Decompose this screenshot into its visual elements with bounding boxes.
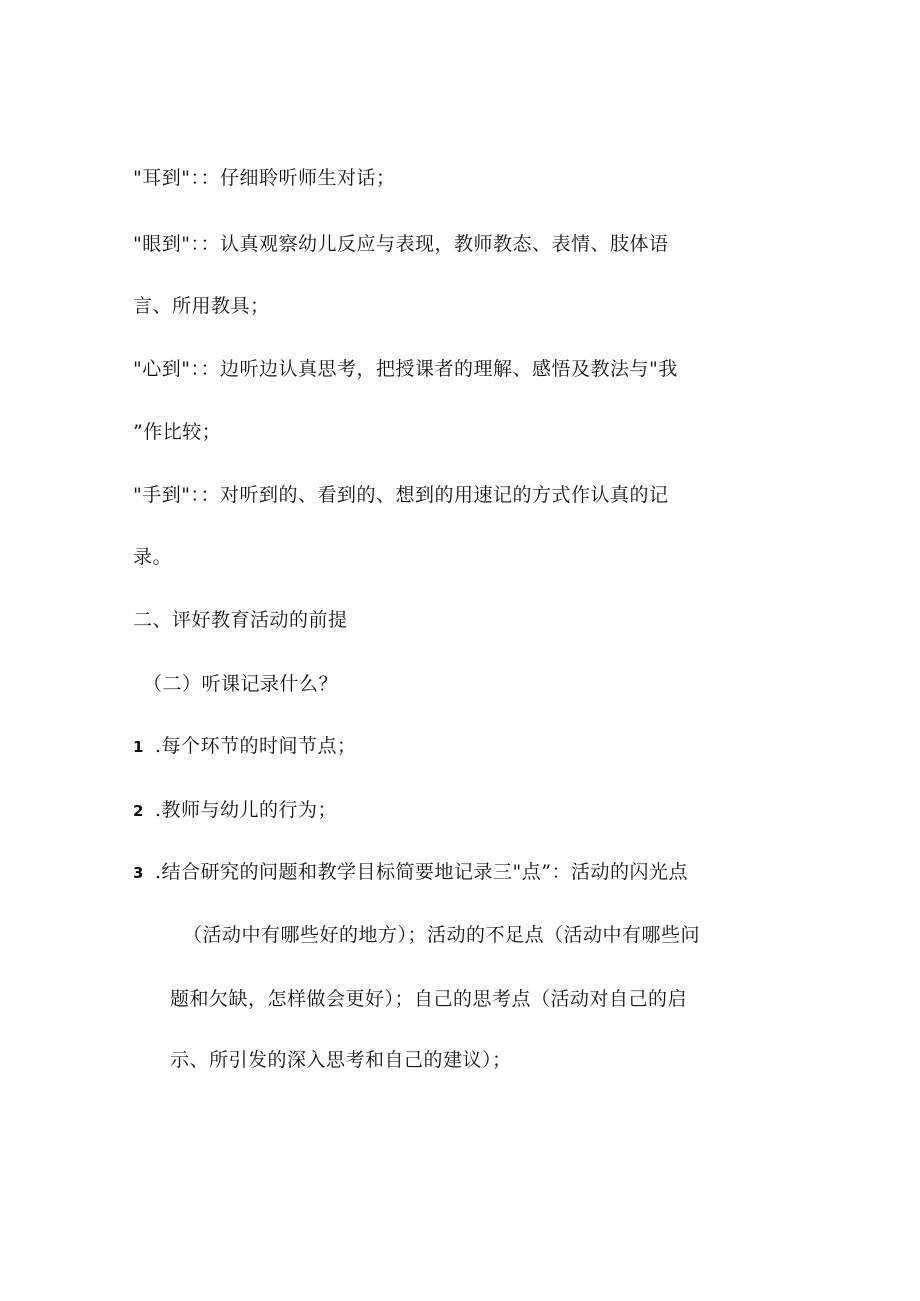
list-item-text: .每个环节的时间节点； bbox=[155, 735, 357, 757]
list-item bbox=[133, 734, 357, 759]
list-number: 3 bbox=[133, 864, 144, 882]
list-item bbox=[133, 798, 337, 823]
list-item-text: .教师与幼儿的行为； bbox=[155, 799, 338, 821]
paragraph-line: 言、所用教具； bbox=[133, 295, 270, 317]
paragraph-line: ”作比较； bbox=[133, 421, 222, 443]
paragraph-line: "心到"：：边听边认真思考，把授课者的理解、感悟及教法与"我 bbox=[133, 358, 678, 380]
paragraph-line: "手到"：：对听到的、看到的、想到的用速记的方式作认真的记 bbox=[133, 484, 669, 506]
subsection-heading: （二）听课记录什么？ bbox=[143, 673, 339, 695]
list-item-text: .结合研究的问题和教学目标简要地记录三"点”：活动的闪光点 bbox=[155, 861, 688, 883]
paragraph-line: "眼到"：：认真观察幼儿反应与表现，教师教态、表情、肢体语 bbox=[133, 233, 669, 255]
list-item-continuation: （活动中有哪些好的地方）；活动的不足点（活动中有哪些问 bbox=[183, 924, 701, 946]
paragraph-line: "耳到"：：仔细聆听师生对话； bbox=[133, 167, 396, 189]
list-item-continuation: 示、所引发的深入思考和自己的建议）； bbox=[170, 1049, 512, 1071]
section-heading: 二、评好教育活动的前提 bbox=[133, 609, 348, 631]
paragraph-line: 录。 bbox=[133, 546, 173, 568]
list-item bbox=[133, 860, 688, 885]
list-item-continuation: 题和欠缺，怎样做会更好）；自己的思考点（活动对自己的启 bbox=[170, 988, 688, 1010]
list-number: 1 bbox=[133, 738, 144, 756]
list-number: 2 bbox=[133, 802, 144, 820]
